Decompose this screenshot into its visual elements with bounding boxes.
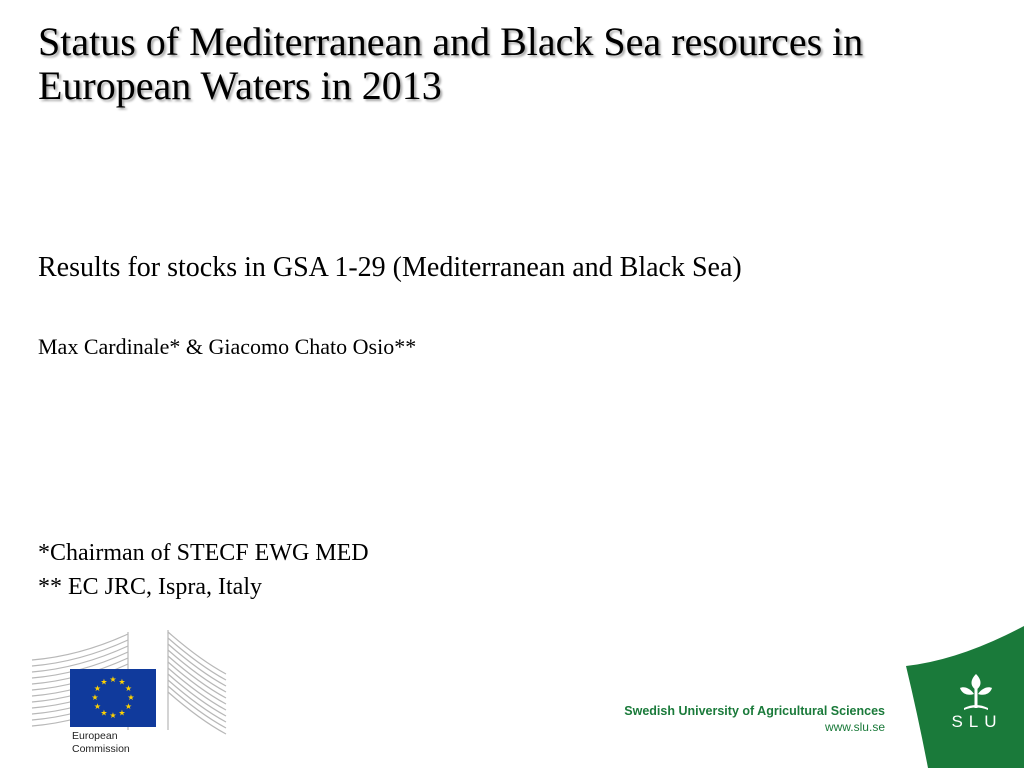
- affiliation-2: ** EC JRC, Ispra, Italy: [38, 574, 262, 600]
- eu-flag-icon: [70, 669, 156, 727]
- svg-text:★: ★: [93, 684, 102, 693]
- svg-text:★: ★: [100, 708, 108, 718]
- ec-logo-text: [72, 730, 156, 756]
- ec-logo-line-1: European: [72, 730, 118, 742]
- slu-sprout-icon: [956, 674, 996, 712]
- svg-text:★: ★: [118, 677, 126, 687]
- svg-text:★: ★: [109, 675, 117, 684]
- affiliations: [38, 536, 369, 604]
- slu-website[interactable]: www.slu.se: [824, 720, 885, 734]
- slide-title: Status of Mediterranean and Black Sea resources in European Waters in 2013: [38, 19, 864, 108]
- affiliation-1: *Chairman of STECF EWG MED: [38, 540, 369, 566]
- svg-text:★: ★: [124, 702, 133, 711]
- svg-text:★: ★: [118, 708, 126, 718]
- svg-text:★: ★: [93, 702, 102, 711]
- slu-logo-text: SLU: [951, 712, 1003, 731]
- ec-logo-line-2: Commission: [72, 743, 130, 755]
- slu-university-name: Swedish University of Agricultural Sciences: [624, 704, 885, 718]
- svg-text:★: ★: [124, 684, 133, 693]
- svg-text:★: ★: [109, 711, 117, 720]
- svg-text:★: ★: [100, 677, 108, 687]
- authors-line: Max Cardinale* & Giacomo Chato Osio**: [38, 334, 417, 359]
- svg-text:★: ★: [127, 693, 135, 702]
- svg-text:★: ★: [91, 693, 99, 702]
- slide-subtitle: Results for stocks in GSA 1-29 (Mediterranean and Black Sea): [38, 252, 742, 283]
